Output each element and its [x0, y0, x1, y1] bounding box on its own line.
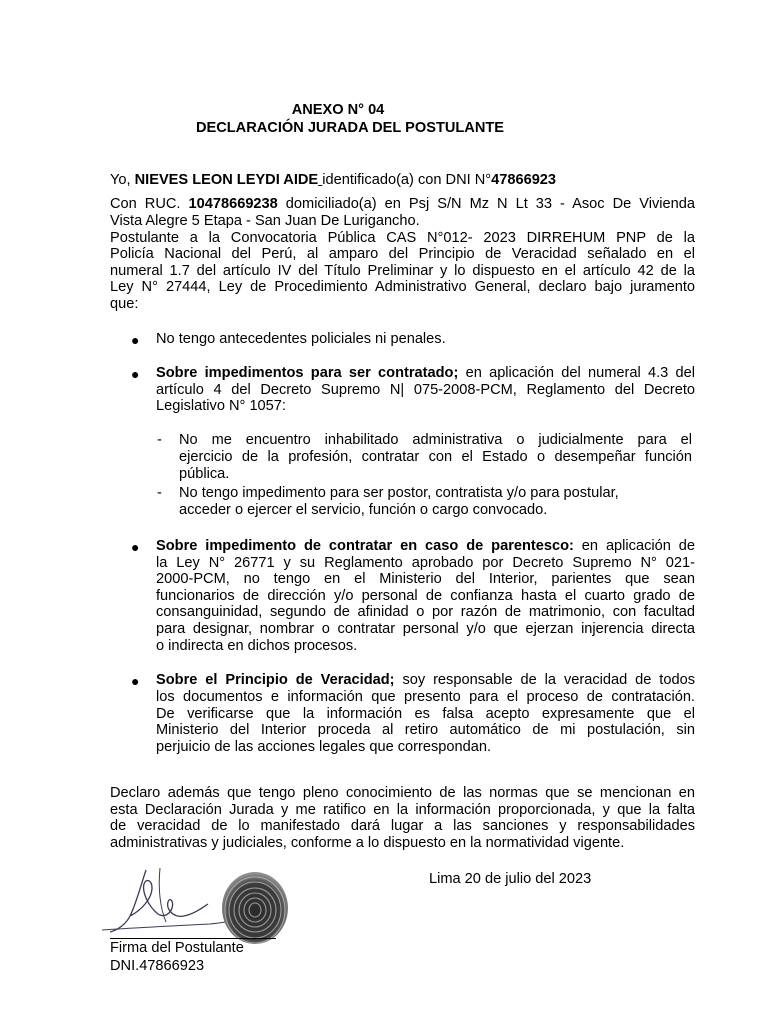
bullet-2-line-3: Legislativo N° 1057: [156, 398, 286, 414]
bullet-icon: ● [131, 332, 140, 348]
bullet-icon: ● [131, 366, 140, 382]
bullet-3-line-5: consanguinidad, segundo de afinidad o por razón de matrimonio, con facultad [156, 604, 695, 620]
bullet-4-line-3: De verificarse que la información es falsa acepto expresamente que el [156, 706, 695, 722]
bullet-1: No tengo antecedentes policiales ni penales. [156, 331, 446, 347]
sub-item-1-line-3: pública. [179, 466, 230, 482]
applicant-dni: 47866923 [491, 172, 557, 188]
bullet-2-line-1: Sobre impedimentos para ser contratado; en aplicación del numeral 4.3 del [156, 365, 695, 381]
place-date: Lima 20 de julio del 2023 [429, 871, 592, 887]
closing-line-2: esta Declaración Jurada y me ratifico en la información proporcionada, y que la falta [110, 802, 695, 818]
bullet-3-line-1: Sobre impedimento de contratar en caso de parentesco: en aplicación de [156, 538, 695, 554]
sub-item-1-line-2: ejercicio de la profesión, contratar con el Estado o desempeñar función [179, 449, 692, 465]
bullet-2-line-2: artículo 4 del Decreto Supremo N| 075-2008-PCM, Reglamento del Decreto [156, 382, 695, 398]
bullet-4-line-1: Sobre el Principio de Veracidad; soy responsable de la veracidad de todos [156, 672, 695, 688]
applicant-name: NIEVES LEON LEYDI AIDE [134, 172, 319, 188]
signature-line [110, 938, 276, 939]
applicant-ruc: 10478669238 [188, 196, 278, 212]
sub-item-1-line-1: No me encuentro inhabilitado administrativa o judicialmente para el [179, 432, 692, 448]
bullet-icon: ● [131, 673, 140, 689]
closing-line-4: administrativas y judiciales, conforme a lo dispuesto en la normatividad vigente. [110, 835, 625, 851]
sub-item-2-line-2: acceder o ejercer el servicio, función o cargo convocado. [179, 502, 548, 518]
bullet-3-line-7: o indirecta en dichos procesos. [156, 638, 358, 654]
bullet-4-line-5: perjuicio de las acciones legales que correspondan. [156, 739, 492, 755]
annex-title: ANEXO N° 04 [291, 102, 385, 118]
intro-line-4: Postulante a la Convocatoria Pública CAS N°012- 2023 DIRREHUM PNP de la [110, 230, 695, 246]
document-title: DECLARACIÓN JURADA DEL POSTULANTE [195, 120, 505, 136]
signature-label: Firma del Postulante [110, 940, 244, 956]
bullet-3-line-3: 2000-PCM, no tengo en el Ministerio del Interior, parientes que sean [156, 571, 695, 587]
intro-line-7: Ley N° 27444, Ley de Procedimiento Administrativo General, declaro bajo juramento [110, 279, 695, 295]
bullet-3-line-4: funcionarios de dirección y/o personal de confianza hasta el cuarto grado de [156, 588, 695, 604]
intro-line-3: Vista Alegre 5 Etapa - San Juan De Lurigancho. [110, 213, 420, 229]
bullet-icon: ● [131, 539, 140, 555]
dash-marker: - [157, 485, 162, 501]
intro-line-5: Policía Nacional del Perú, al amparo del Principio de Veracidad señalado en el [110, 246, 695, 262]
bullet-3-line-6: para designar, nombrar o contratar personal y/o que ejerzan injerencia directa [156, 621, 695, 637]
bullet-4-line-2: los documentos e información que presento para el proceso de contratación. [156, 689, 695, 705]
bullet-4-line-4: Ministerio del Interior proceda al retiro automático de mi postulación, sin [156, 722, 695, 738]
closing-line-1: Declaro además que tengo pleno conocimiento de las normas que se mencionan en [110, 785, 695, 801]
intro-line-1: Yo, NIEVES LEON LEYDI AIDE identificado(a) con DNI N°47866923 [110, 172, 557, 188]
intro-line-2: Con RUC. 10478669238 domiciliado(a) en Psj S/N Mz N Lt 33 - Asoc De Vivienda [110, 196, 695, 212]
fingerprint-image [218, 866, 292, 946]
closing-line-3: de veracidad de lo manifestado dará lugar a las sanciones y responsabilidades [110, 818, 695, 834]
sub-item-2-line-1: No tengo impedimento para ser postor, contratista y/o para postular, [179, 485, 619, 501]
intro-line-8: que: [110, 296, 139, 312]
bullet-3-line-2: la Ley N° 26771 y su Reglamento aprobado por Decreto Supremo N° 021- [156, 555, 695, 571]
intro-line-6: numeral 1.7 del artículo IV del Título Preliminar y lo dispuesto en el artículo 42 de la [110, 263, 695, 279]
dash-marker: - [157, 432, 162, 448]
signature-dni: DNI.47866923 [110, 958, 205, 974]
